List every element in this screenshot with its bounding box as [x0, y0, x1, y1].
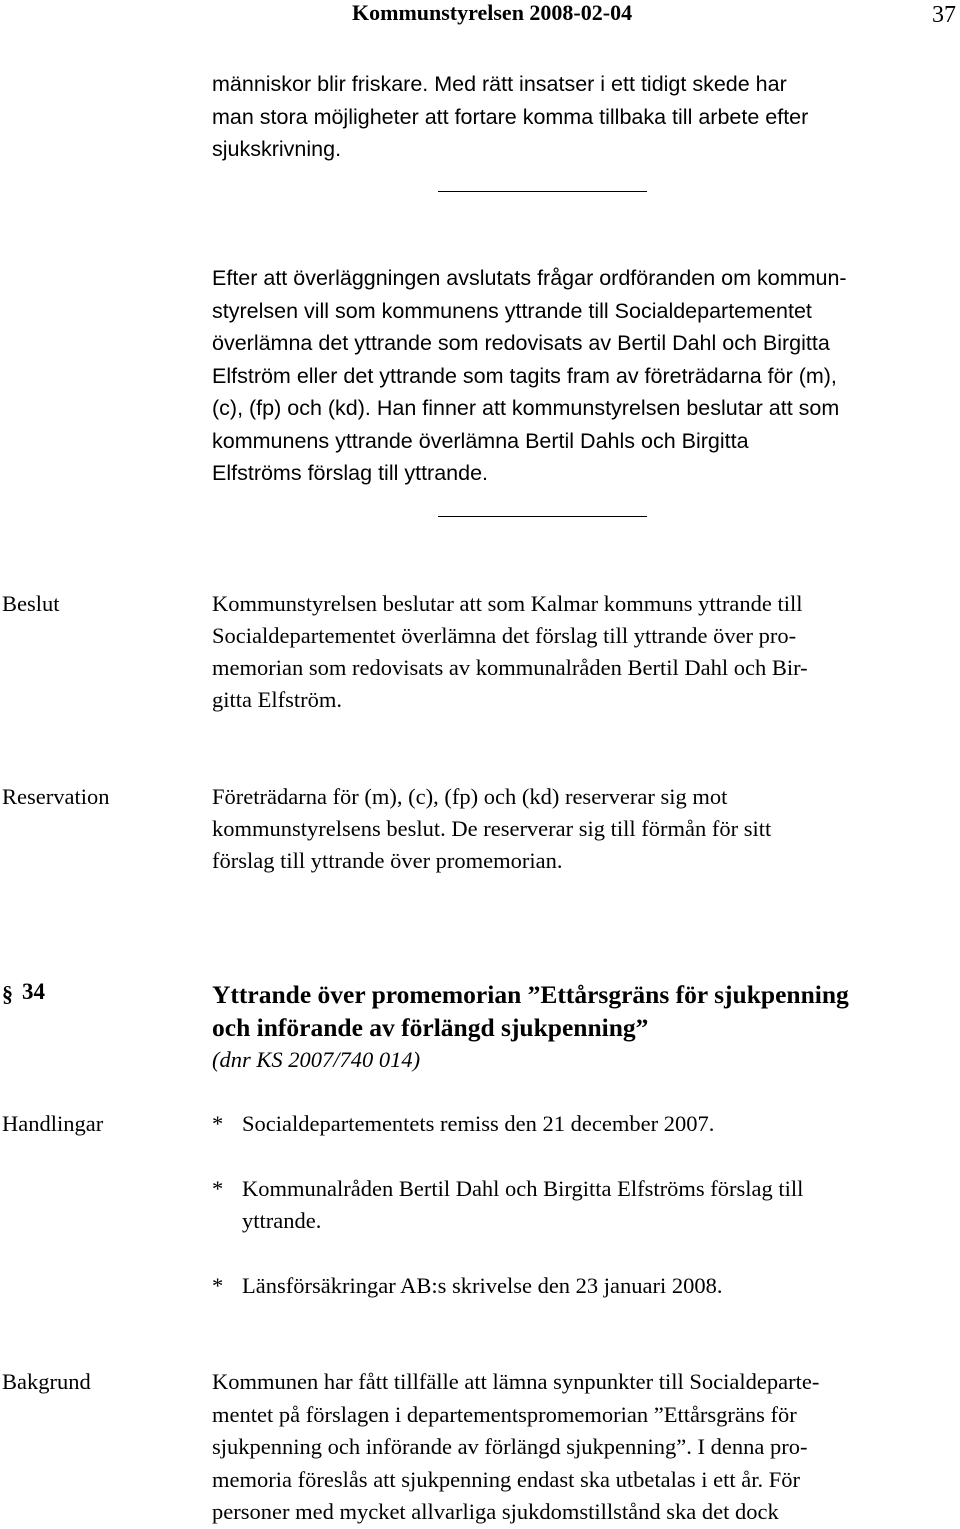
- discussion-paragraph: [212, 262, 952, 490]
- reservation-line: kommunstyrelsens beslut. De reserverar sig till förmån för sitt: [212, 816, 772, 841]
- handlingar-item-line: yttrande.: [242, 1208, 322, 1233]
- separator-rule: [438, 191, 647, 192]
- bullet-asterisk: *: [212, 1111, 224, 1136]
- beslut-line: Kommunstyrelsen beslutar att som Kalmar kommuns yttrande till: [212, 591, 803, 616]
- section-title-line: och införande av förlängd sjukpenning”: [212, 1013, 649, 1042]
- handlingar-label: Handlingar: [2, 1111, 104, 1136]
- page-number: 37: [932, 2, 956, 28]
- bakgrund-line: memoria föreslås att sjukpenning endast ska utbetalas i ett år. För: [212, 1466, 800, 1492]
- section-sign: §: [2, 981, 13, 1006]
- beslut-line: gitta Elfström.: [212, 687, 342, 712]
- discussion-line: Elfströms förslag till yttrande.: [212, 461, 489, 485]
- discussion-line: styrelsen vill som kommunens yttrande till Socialdepartementet: [212, 298, 812, 323]
- section-number: 34: [22, 979, 45, 1004]
- intro-line: människor blir friskare. Med rätt insatser i ett tidigt skede har: [212, 72, 787, 96]
- intro-line: sjukskrivning.: [212, 137, 342, 161]
- beslut-label: Beslut: [2, 591, 60, 616]
- intro-line: man stora möjligheter att fortare komma tillbaka till arbete efter: [212, 104, 809, 129]
- bakgrund-line: personer med mycket allvarliga sjukdomstillstånd ska det dock: [212, 1499, 779, 1524]
- bullet-asterisk: *: [212, 1176, 224, 1201]
- section-dnr: (dnr KS 2007/740 014): [212, 1047, 421, 1072]
- section-title-line: Yttrande över promemorian ”Ettårsgräns för sjukpenning: [212, 980, 849, 1009]
- discussion-line: (c), (fp) och (kd). Han finner att kommunstyrelsen beslutar att som: [212, 396, 840, 420]
- handlingar-item-line: Länsförsäkringar AB:s skrivelse den 23 januari 2008.: [242, 1273, 723, 1298]
- separator-rule: [438, 516, 647, 517]
- handlingar-item-line: Socialdepartementets remiss den 21 december 2007.: [242, 1111, 715, 1136]
- beslut-line: Socialdepartementet överlämna det förslag till yttrande över pro-: [212, 623, 797, 648]
- beslut-text: [212, 588, 952, 716]
- discussion-line: överlämna det yttrande som redovisats av Bertil Dahl och Birgitta: [212, 331, 830, 355]
- handlingar-item-line: Kommunalråden Bertil Dahl och Birgitta Elfströms förslag till: [242, 1176, 804, 1201]
- handlingar-item: [212, 1108, 952, 1140]
- reservation-line: förslag till yttrande över promemorian.: [212, 848, 563, 873]
- handlingar-item: [212, 1173, 952, 1237]
- reservation-label: Reservation: [2, 784, 110, 809]
- bullet-asterisk: *: [212, 1273, 224, 1298]
- beslut-line: memorian som redovisats av kommunalråden Bertil Dahl och Bir-: [212, 655, 808, 680]
- bakgrund-label: Bakgrund: [2, 1369, 91, 1394]
- section-title: [212, 978, 960, 1044]
- bakgrund-text: [212, 1366, 952, 1529]
- bakgrund-line: sjukpenning och införande av förlängd sjukpenning”. I denna pro-: [212, 1434, 808, 1459]
- bakgrund-line: mentet på förslagen i departementspromemorian ”Ettårsgräns för: [212, 1401, 797, 1427]
- handlingar-item: [212, 1270, 952, 1302]
- intro-paragraph: [212, 68, 952, 166]
- discussion-line: Efter att överläggningen avslutats frågar ordföranden om kommun-: [212, 266, 847, 290]
- reservation-line: Företrädarna för (m), (c), (fp) och (kd) reserverar sig mot: [212, 784, 728, 809]
- discussion-line: Elfström eller det yttrande som tagits fram av företrädarna för (m),: [212, 363, 837, 388]
- page-header-title: Kommunstyrelsen 2008-02-04: [352, 0, 633, 25]
- discussion-line: kommunens yttrande överlämna Bertil Dahls och Birgitta: [212, 428, 749, 453]
- bakgrund-line: Kommunen har fått tillfälle att lämna synpunkter till Socialdeparte-: [212, 1369, 820, 1394]
- reservation-text: [212, 781, 952, 877]
